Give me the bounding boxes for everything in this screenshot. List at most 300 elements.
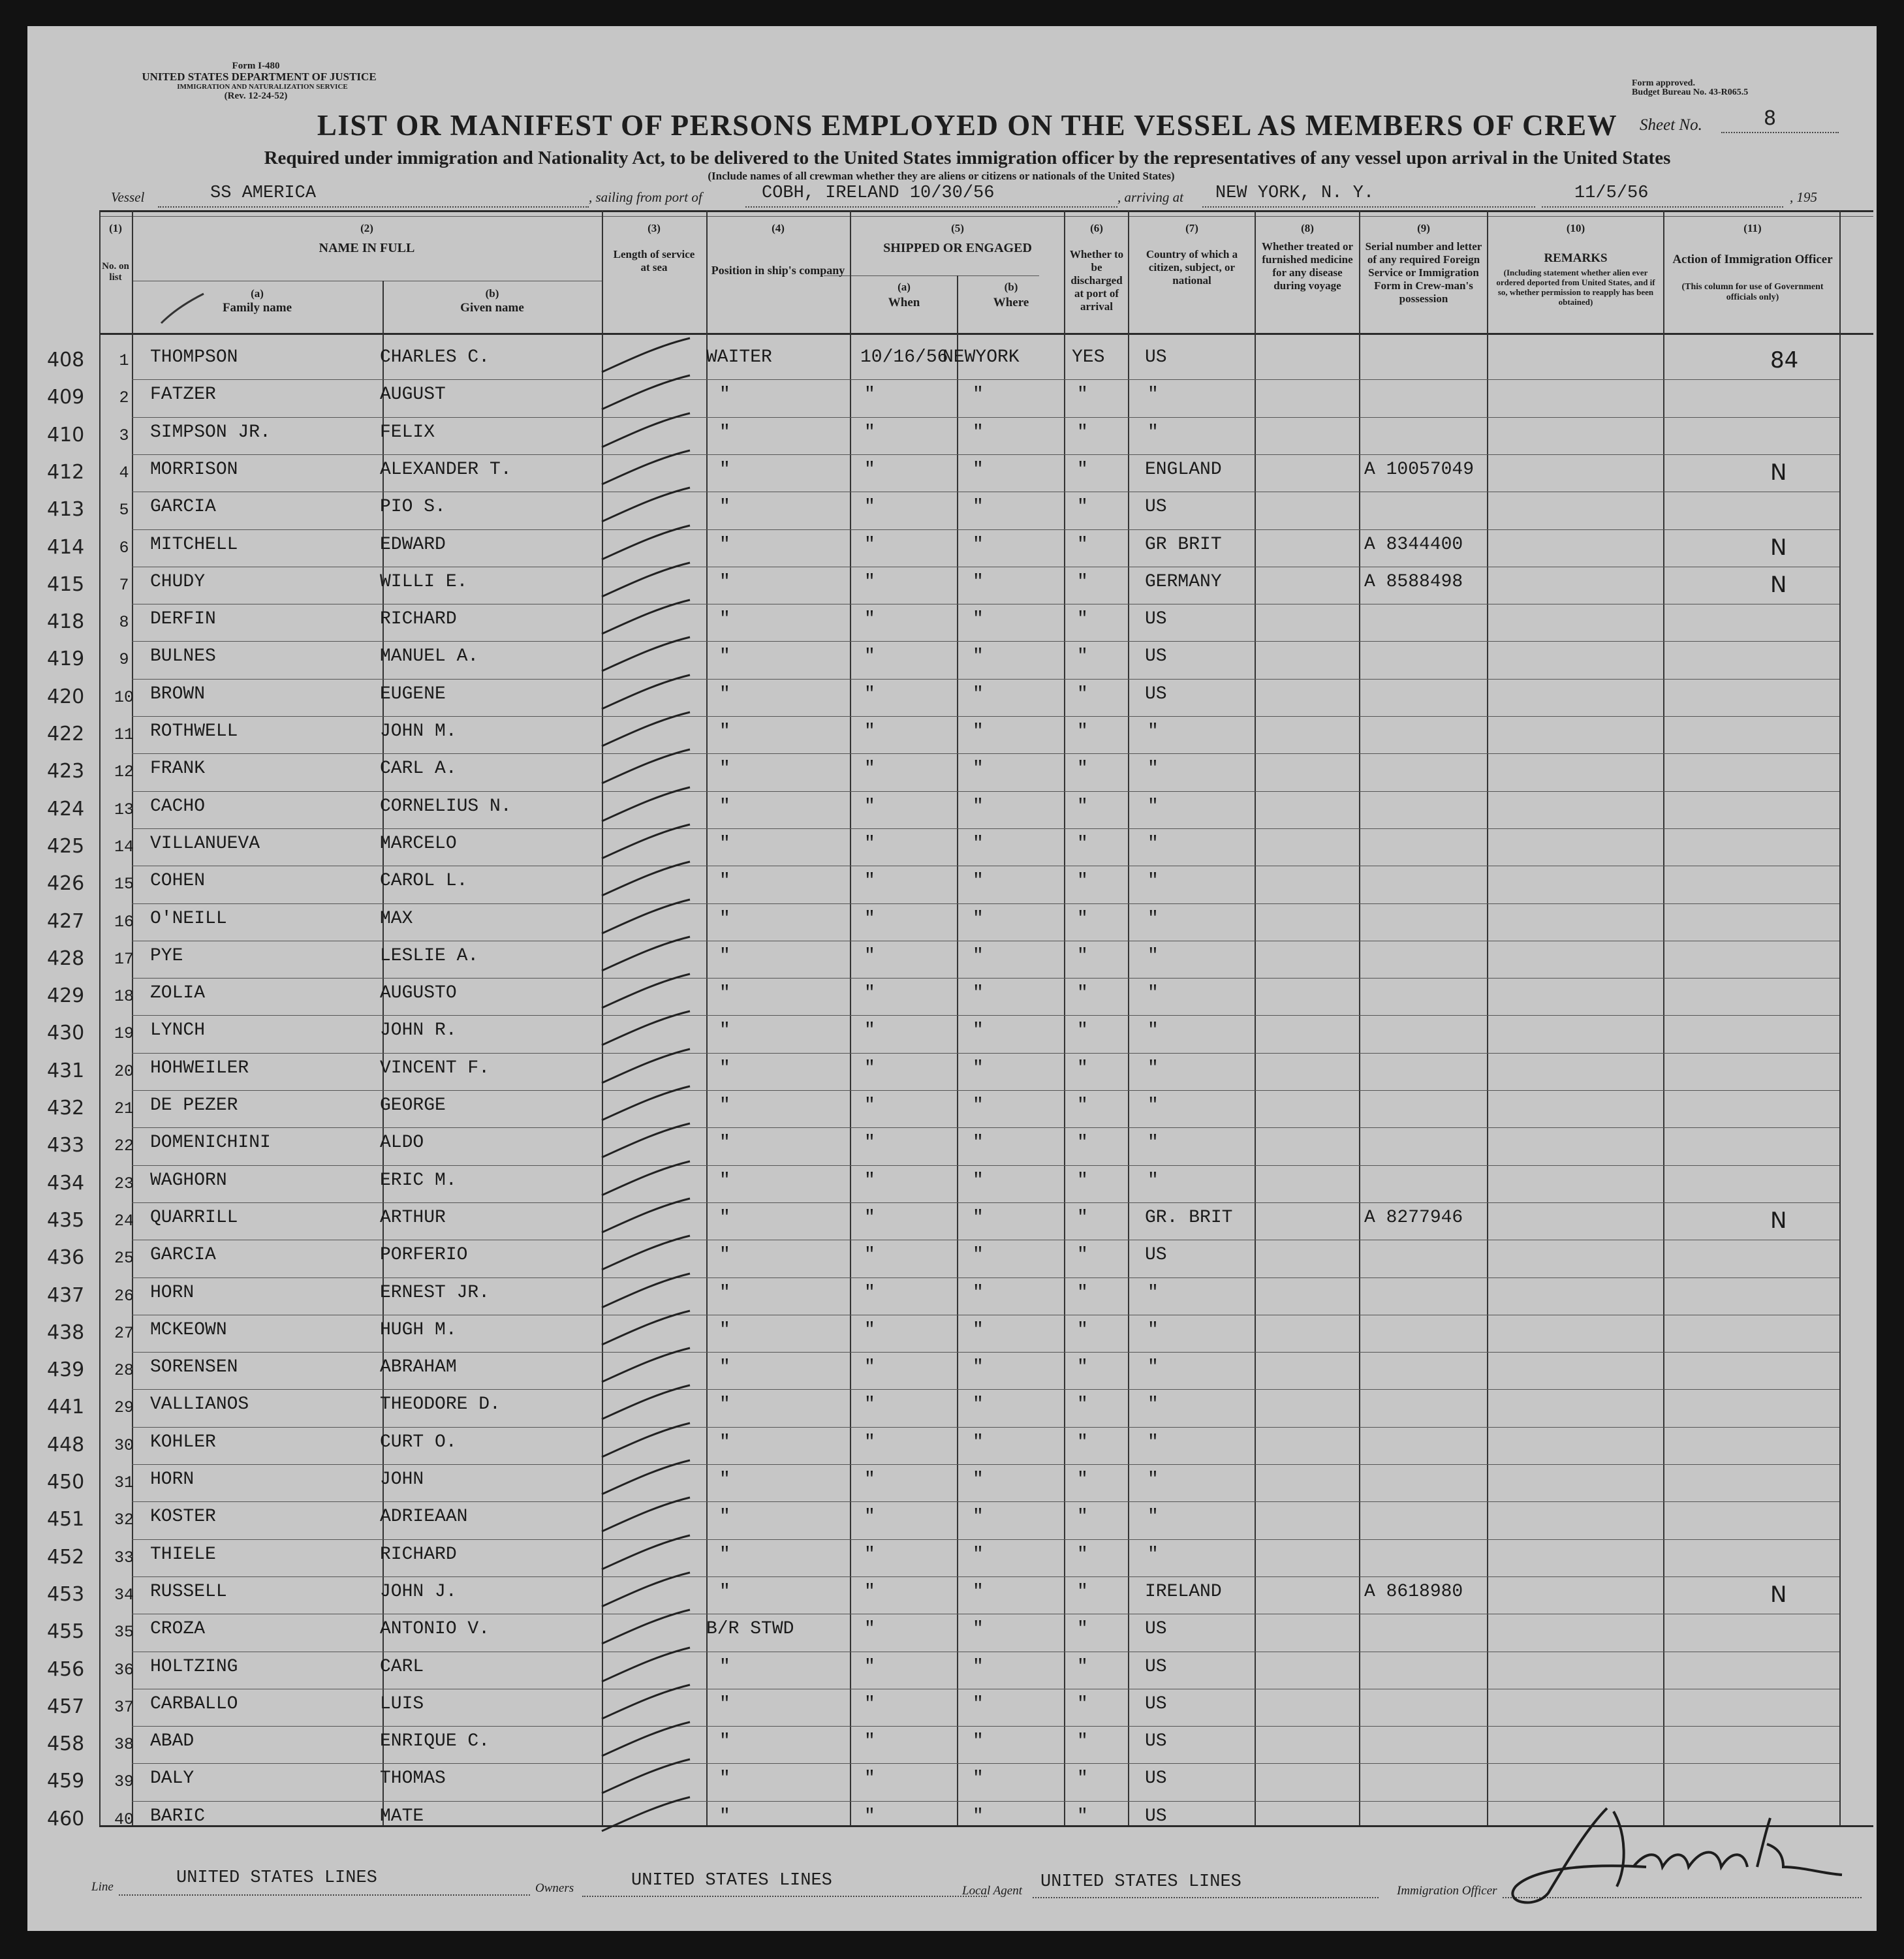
cell-given: RICHARD: [380, 1544, 457, 1565]
cell-family: HORN: [150, 1282, 195, 1303]
column-line: [957, 275, 958, 1825]
cell-discharged: ": [1077, 721, 1088, 742]
cell-given: RICHARD: [380, 609, 457, 630]
cell-when: ": [864, 1020, 875, 1041]
col10-header: REMARKS: [1544, 251, 1608, 265]
cell-country: US: [1145, 1693, 1167, 1714]
column-line: [132, 210, 133, 1825]
crew-serial: 432: [47, 1097, 85, 1120]
row-rule: [132, 1277, 1839, 1278]
cell-position: ": [719, 609, 730, 630]
cell-where: ": [973, 646, 984, 667]
cell-where: ": [973, 1394, 984, 1415]
row-number: 27: [114, 1323, 134, 1343]
cell-where: NEWYORK: [943, 347, 1020, 368]
cell-discharged: ": [1077, 1656, 1088, 1677]
crew-serial: 448: [47, 1433, 85, 1456]
row-number: 24: [114, 1211, 134, 1230]
cell-given: MARCELO: [380, 833, 457, 854]
cell-given: ADRIEAAN: [380, 1507, 468, 1528]
cell-where: ": [973, 1581, 984, 1602]
cell-discharged: ": [1077, 1357, 1088, 1378]
cell-given: CHARLES C.: [380, 347, 490, 368]
officer-action: N: [1770, 459, 1787, 486]
cell-position: ": [719, 945, 730, 966]
crew-serial: 425: [47, 834, 85, 858]
row-rule: [132, 903, 1839, 904]
cell-given: LESLIE A.: [380, 945, 479, 966]
cell-discharged: ": [1077, 534, 1088, 555]
col11-note: (This column for use of Government officials only): [1681, 282, 1824, 302]
cell-family: CROZA: [150, 1619, 206, 1640]
cell-country: US: [1145, 347, 1167, 368]
cell-where: ": [973, 1133, 984, 1153]
cell-discharged: ": [1077, 983, 1088, 1004]
cell-family: HOHWEILER: [150, 1058, 249, 1078]
row-number: 30: [114, 1435, 134, 1455]
crew-serial: 452: [47, 1545, 85, 1569]
cell-where: ": [973, 683, 984, 704]
line-underline: [119, 1894, 530, 1896]
row-rule: [132, 1427, 1839, 1428]
cell-where: ": [973, 871, 984, 892]
crew-serial: 456: [47, 1657, 85, 1681]
cell-when: ": [864, 1357, 875, 1378]
col7-header: Country of which a citizen, subject, or national: [1146, 248, 1238, 287]
col5b-header: Where: [993, 296, 1029, 309]
col5-number: (5): [951, 222, 964, 234]
agent-name: UNITED STATES LINES: [1040, 1872, 1241, 1892]
col2b-number: (b): [485, 287, 499, 300]
cell-position: ": [719, 1432, 730, 1452]
cell-given: THEODORE D.: [380, 1394, 501, 1415]
cell-given: ENRIQUE C.: [380, 1731, 490, 1752]
vessel-label: Vessel: [111, 189, 145, 205]
cell-form: A 8618980: [1364, 1581, 1463, 1602]
row-number: 25: [114, 1249, 134, 1268]
cell-position: ": [719, 1581, 730, 1602]
cell-given: PIO S.: [380, 497, 446, 518]
cell-where: ": [973, 1469, 984, 1490]
cell-when: ": [864, 871, 875, 892]
cell-position: ": [719, 721, 730, 742]
cell-when: ": [864, 571, 875, 592]
cell-where: ": [973, 497, 984, 518]
column-line: [1663, 210, 1664, 1825]
sailing-underline: [745, 206, 1117, 208]
cell-discharged: ": [1077, 1469, 1088, 1490]
cell-family: LYNCH: [150, 1020, 206, 1041]
officer-action: N: [1770, 571, 1787, 598]
cell-country: ": [1147, 422, 1159, 443]
service-check-mark: [595, 1793, 700, 1839]
crew-serial: 424: [47, 797, 85, 821]
cell-position: ": [719, 1768, 730, 1789]
cell-where: ": [973, 1693, 984, 1714]
crew-serial: 457: [47, 1695, 85, 1718]
cell-given: EDWARD: [380, 534, 446, 555]
cell-position: ": [719, 1170, 730, 1191]
row-number: 32: [114, 1511, 134, 1530]
budget-bureau: Budget Bureau No. 43-R065.5: [1632, 87, 1749, 97]
column-line: [1839, 210, 1841, 1825]
officer-signature: [1476, 1789, 1868, 1913]
row-rule: [132, 828, 1839, 829]
col9-number: (9): [1417, 222, 1430, 234]
row-rule: [132, 379, 1839, 380]
cell-country: US: [1145, 1731, 1167, 1752]
cell-where: ": [973, 1207, 984, 1228]
row-rule: [132, 417, 1839, 418]
cell-family: ZOLIA: [150, 983, 206, 1004]
cell-when: ": [864, 1058, 875, 1078]
cell-position: ": [719, 571, 730, 592]
row-number: 14: [114, 837, 134, 856]
cell-when: ": [864, 646, 875, 667]
cell-country: US: [1145, 683, 1167, 704]
col5-header: SHIPPED OR ENGAGED: [883, 241, 1032, 255]
cell-country: ": [1147, 1394, 1159, 1415]
date-underline: [1542, 206, 1783, 208]
crew-serial: 414: [47, 535, 85, 559]
column-line: [706, 210, 708, 1825]
col4-number: (4): [772, 222, 785, 234]
cell-given: ALEXANDER T.: [380, 459, 512, 480]
col6-number: (6): [1090, 222, 1103, 234]
crew-serial: 423: [47, 760, 85, 783]
cell-where: ": [973, 1319, 984, 1340]
cell-discharged: ": [1077, 1507, 1088, 1528]
cell-when: 10/16/56: [860, 347, 948, 368]
cell-given: CARL A.: [380, 759, 457, 779]
row-rule: [132, 716, 1839, 717]
officer-action: N: [1770, 1581, 1787, 1608]
column-line: [850, 210, 851, 1825]
cell-when: ": [864, 1806, 875, 1826]
crew-serial: 410: [47, 423, 85, 447]
cell-given: ABRAHAM: [380, 1357, 457, 1378]
crew-serial: 420: [47, 685, 85, 708]
cell-country: US: [1145, 497, 1167, 518]
officer-label: Immigration Officer: [1397, 1884, 1497, 1898]
row-rule: [132, 1202, 1839, 1203]
shipped-subhead-rule: [824, 275, 1039, 276]
service-name: IMMIGRATION AND NATURALIZATION SERVICE: [177, 83, 348, 91]
cell-when: ": [864, 1469, 875, 1490]
row-rule: [132, 1090, 1839, 1091]
cell-where: ": [973, 1768, 984, 1789]
cell-country: ": [1147, 1020, 1159, 1041]
cell-family: DOMENICHINI: [150, 1133, 271, 1153]
cell-discharged: ": [1077, 384, 1088, 405]
cell-given: GEORGE: [380, 1095, 446, 1116]
include-note: (Include names of all crewman whether they are aliens or citizens or nationals of the United States): [708, 170, 1175, 182]
cell-position: ": [719, 1319, 730, 1340]
cell-where: ": [973, 1806, 984, 1826]
cell-when: ": [864, 908, 875, 929]
cell-position: ": [719, 759, 730, 779]
cell-where: ": [973, 1544, 984, 1565]
col3-number: (3): [648, 222, 661, 234]
form-approved: Form approved.: [1632, 78, 1695, 88]
cell-position: ": [719, 1544, 730, 1565]
cell-country: ": [1147, 1170, 1159, 1191]
cell-country: US: [1145, 1245, 1167, 1266]
cell-discharged: ": [1077, 1058, 1088, 1078]
table-top-rule-2: [99, 216, 1873, 217]
cell-discharged: ": [1077, 1282, 1088, 1303]
cell-country: ": [1147, 384, 1159, 405]
cell-given: ERNEST JR.: [380, 1282, 490, 1303]
cell-discharged: ": [1077, 1544, 1088, 1565]
cell-when: ": [864, 422, 875, 443]
crew-serial: 459: [47, 1770, 85, 1793]
cell-position: ": [719, 1469, 730, 1490]
row-rule: [132, 1389, 1839, 1390]
cell-country: US: [1145, 1656, 1167, 1677]
row-number: 40: [114, 1810, 134, 1829]
cell-where: ": [973, 983, 984, 1004]
cell-when: ": [864, 497, 875, 518]
row-rule: [132, 1763, 1839, 1764]
row-rule: [132, 529, 1839, 530]
cell-discharged: ": [1077, 1133, 1088, 1153]
cell-country: ": [1147, 1432, 1159, 1452]
department-name: UNITED STATES DEPARTMENT OF JUSTICE: [142, 71, 377, 83]
cell-where: ": [973, 759, 984, 779]
owners-label: Owners: [535, 1881, 574, 1895]
col2b-header: Given name: [460, 301, 524, 315]
row-number: 36: [114, 1660, 134, 1680]
cell-position: ": [719, 1731, 730, 1752]
row-number: 38: [114, 1735, 134, 1755]
crew-serial: 434: [47, 1171, 85, 1195]
crew-serial: 418: [47, 610, 85, 634]
cell-where: ": [973, 1507, 984, 1528]
crew-serial: 415: [47, 572, 85, 596]
cell-where: ": [973, 571, 984, 592]
cell-position: ": [719, 796, 730, 817]
cell-country: ": [1147, 945, 1159, 966]
crew-serial: 408: [47, 349, 85, 371]
cell-form: A 8588498: [1364, 571, 1463, 592]
cell-discharged: ": [1077, 833, 1088, 854]
cell-when: ": [864, 1394, 875, 1415]
col10-note: (Including statement whether alien ever ordered deported from United States, and if so, whether permission to reapply has been obtained): [1496, 268, 1655, 307]
cell-where: ": [973, 945, 984, 966]
cell-where: ": [973, 833, 984, 854]
row-number: 15: [114, 875, 134, 894]
cell-when: ": [864, 1544, 875, 1565]
cell-discharged: ": [1077, 1319, 1088, 1340]
cell-family: FATZER: [150, 384, 216, 405]
cell-discharged: ": [1077, 1207, 1088, 1228]
cell-family: HORN: [150, 1469, 195, 1490]
row-number: 18: [114, 987, 134, 1007]
cell-country: ": [1147, 1319, 1159, 1340]
vessel-underline: [158, 206, 589, 208]
cell-given: CURT O.: [380, 1432, 457, 1452]
row-rule: [132, 1501, 1839, 1502]
cell-country: US: [1145, 1768, 1167, 1789]
cell-family: DE PEZER: [150, 1095, 238, 1116]
cell-discharged: ": [1077, 1394, 1088, 1415]
cell-family: BARIC: [150, 1806, 206, 1826]
header-bottom-rule: [99, 333, 1873, 335]
row-number: 5: [119, 501, 129, 520]
cell-discharged: YES: [1072, 347, 1105, 368]
cell-where: ": [973, 908, 984, 929]
crew-serial: 419: [47, 648, 85, 671]
cell-form: A 8277946: [1364, 1207, 1463, 1228]
cell-family: MCKEOWN: [150, 1319, 227, 1340]
sailing-label: , sailing from port of: [589, 189, 702, 205]
cell-when: ": [864, 1731, 875, 1752]
row-number: 12: [114, 762, 134, 782]
cell-position: ": [719, 1507, 730, 1528]
cell-family: THIELE: [150, 1544, 216, 1565]
col11-number: (11): [1743, 222, 1762, 234]
row-number: 23: [114, 1174, 134, 1193]
line-name: UNITED STATES LINES: [176, 1868, 377, 1888]
cell-country: ": [1147, 796, 1159, 817]
cell-country: GERMANY: [1145, 571, 1222, 592]
sailing-port: COBH, IRELAND 10/30/56: [762, 183, 995, 203]
cell-family: QUARRILL: [150, 1207, 238, 1228]
cell-given: JOHN J.: [380, 1581, 457, 1602]
column-line: [1064, 210, 1065, 1825]
table-top-rule: [99, 210, 1873, 212]
cell-given: JOHN M.: [380, 721, 457, 742]
manifest-sheet: [27, 26, 1877, 1931]
cell-country: ": [1147, 983, 1159, 1004]
cell-where: ": [973, 796, 984, 817]
cell-given: PORFERIO: [380, 1245, 468, 1266]
cell-country: ": [1147, 1095, 1159, 1116]
row-number: 37: [114, 1697, 134, 1717]
row-number: 28: [114, 1361, 134, 1381]
row-rule: [132, 1576, 1839, 1577]
cell-discharged: ": [1077, 945, 1088, 966]
cell-when: ": [864, 983, 875, 1004]
cell-family: MORRISON: [150, 459, 238, 480]
officer-action: N: [1770, 534, 1787, 561]
arriving-label: , arriving at: [1117, 189, 1183, 205]
line-label: Line: [91, 1880, 114, 1894]
cell-position: ": [719, 1394, 730, 1415]
col5b-number: (b): [1004, 281, 1018, 293]
cell-when: ": [864, 1207, 875, 1228]
sheet-number: 8: [1764, 107, 1777, 130]
row-number: 11: [114, 725, 134, 744]
row-number: 9: [119, 650, 129, 670]
row-rule: [132, 1053, 1839, 1054]
crew-serial: 427: [47, 909, 85, 933]
cell-discharged: ": [1077, 1432, 1088, 1452]
cell-country: ": [1147, 908, 1159, 929]
cell-given: MAX: [380, 908, 413, 929]
cell-given: MANUEL A.: [380, 646, 479, 667]
cell-where: ": [973, 1020, 984, 1041]
cell-where: ": [973, 422, 984, 443]
crew-serial: 441: [47, 1396, 85, 1419]
cell-family: DALY: [150, 1768, 195, 1789]
col7-number: (7): [1185, 222, 1198, 234]
crew-serial: 438: [47, 1321, 85, 1344]
cell-when: ": [864, 1282, 875, 1303]
crew-serial: 429: [47, 984, 85, 1008]
owners-name: UNITED STATES LINES: [631, 1871, 832, 1890]
cell-when: ": [864, 1095, 875, 1116]
crew-serial: 426: [47, 872, 85, 896]
arrival-date: 11/5/56: [1574, 183, 1649, 203]
col1-number: (1): [109, 222, 122, 234]
cell-position: ": [719, 534, 730, 555]
crew-serial: 433: [47, 1134, 85, 1157]
cell-family: DERFIN: [150, 609, 216, 630]
col1-header: No. on list: [102, 261, 129, 283]
cell-discharged: ": [1077, 571, 1088, 592]
row-rule: [132, 1464, 1839, 1465]
cell-given: CORNELIUS N.: [380, 796, 512, 817]
cell-discharged: ": [1077, 1731, 1088, 1752]
cell-when: ": [864, 1656, 875, 1677]
row-rule: [132, 978, 1839, 979]
crew-serial: 450: [47, 1471, 85, 1494]
row-number: 1: [119, 351, 129, 370]
pen-mark: [158, 274, 223, 333]
sheet-underline: [1721, 132, 1839, 133]
crew-serial: 458: [47, 1732, 85, 1756]
form-number: Form I-480: [232, 61, 280, 71]
year-suffix: , 195: [1790, 189, 1817, 205]
cell-given: CARL: [380, 1656, 424, 1677]
cell-family: CACHO: [150, 796, 206, 817]
cell-form: A 8344400: [1364, 534, 1463, 555]
row-number: 6: [119, 538, 129, 557]
cell-family: WAGHORN: [150, 1170, 227, 1191]
row-number: 3: [119, 426, 129, 445]
cell-given: HUGH M.: [380, 1319, 457, 1340]
row-number: 34: [114, 1585, 134, 1605]
row-number: 20: [114, 1061, 134, 1081]
cell-country: ": [1147, 1507, 1159, 1528]
cell-when: ": [864, 1507, 875, 1528]
crew-serial: 455: [47, 1620, 85, 1644]
cell-discharged: ": [1077, 1768, 1088, 1789]
cell-position: ": [719, 1133, 730, 1153]
row-rule: [132, 641, 1839, 642]
cell-where: ": [973, 384, 984, 405]
sheet-label: Sheet No.: [1640, 116, 1702, 134]
cell-discharged: ": [1077, 1581, 1088, 1602]
crew-serial: 460: [47, 1807, 85, 1830]
cell-where: ": [973, 1095, 984, 1116]
cell-position: ": [719, 1656, 730, 1677]
cell-where: ": [973, 1282, 984, 1303]
cell-family: BULNES: [150, 646, 216, 667]
cell-where: ": [973, 1170, 984, 1191]
cell-family: MITCHELL: [150, 534, 238, 555]
cell-country: US: [1145, 1619, 1167, 1640]
row-rule: [132, 1165, 1839, 1166]
cell-given: EUGENE: [380, 683, 446, 704]
crew-serial: 430: [47, 1022, 85, 1045]
row-number: 4: [119, 463, 129, 482]
cell-family: ROTHWELL: [150, 721, 238, 742]
cell-country: ": [1147, 1058, 1159, 1078]
col9-header: Serial number and letter of any required Foreign Service or Immigration Form in Crew-man's possession: [1365, 240, 1482, 305]
